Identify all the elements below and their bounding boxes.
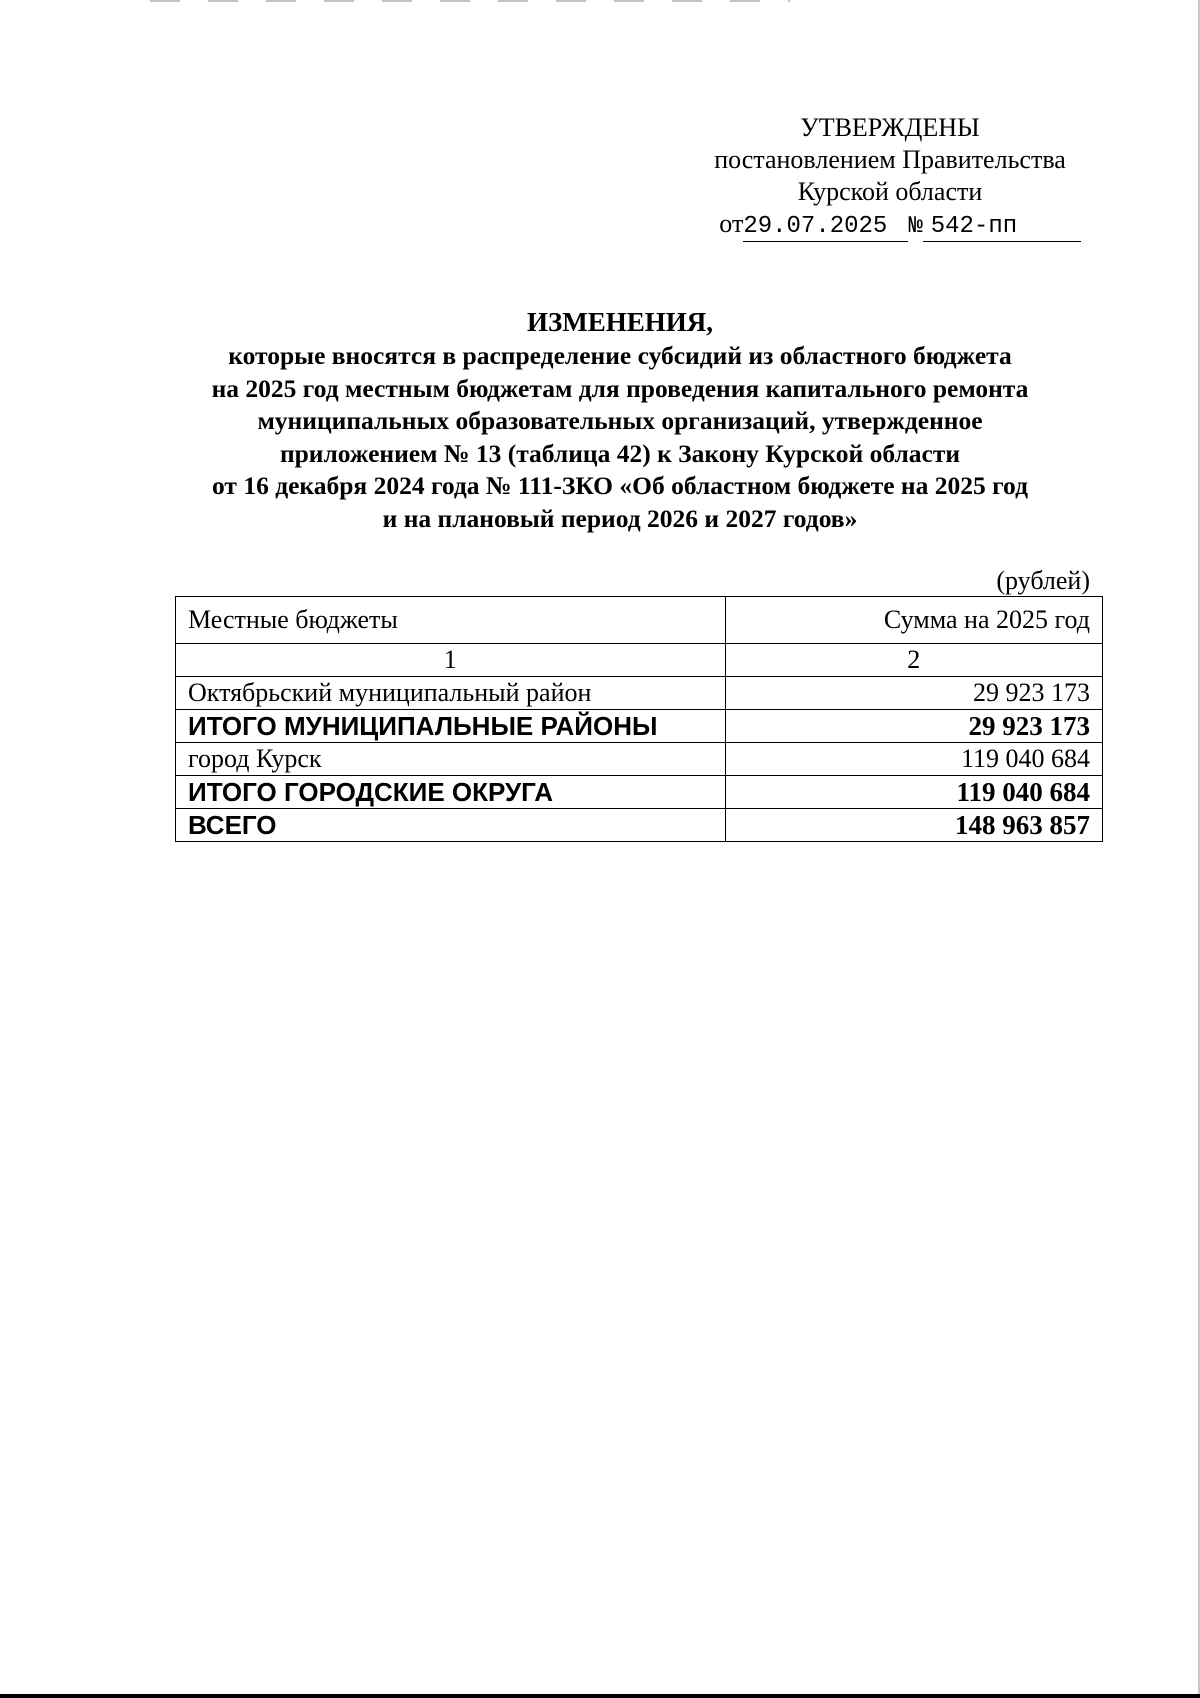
units-label: (рублей) bbox=[996, 566, 1090, 595]
approval-number: 542-пп bbox=[923, 213, 1081, 242]
date-prefix: от bbox=[719, 209, 744, 238]
header-amount-2025: Сумма на 2025 год bbox=[725, 597, 1102, 644]
document-title: ИЗМЕНЕНИЯ, bbox=[526, 307, 713, 337]
column-number-row bbox=[176, 644, 1103, 677]
budget-amount: 119 040 684 bbox=[725, 743, 1102, 776]
budget-name: ВСЕГО bbox=[176, 809, 726, 842]
approval-heading: УТВЕРЖДЕНЫ bbox=[800, 113, 980, 142]
budget-amount: 148 963 857 bbox=[725, 809, 1102, 842]
budget-name: город Курск bbox=[176, 743, 726, 776]
approval-date: 29.07.2025 bbox=[743, 213, 908, 242]
table-row-total bbox=[176, 809, 1103, 842]
approval-issuer: постановлением Правительства bbox=[714, 145, 1066, 174]
approval-stamp-block bbox=[690, 112, 1090, 243]
table-row-subtotal bbox=[176, 710, 1103, 743]
budget-name: Октябрьский муниципальный район bbox=[176, 677, 726, 710]
document-title-block bbox=[150, 304, 1090, 535]
budget-name: ИТОГО МУНИЦИПАЛЬНЫЕ РАЙОНЫ bbox=[176, 710, 726, 743]
scan-artifact-top bbox=[150, 0, 790, 2]
approval-date-line bbox=[719, 208, 1080, 243]
budget-name: ИТОГО ГОРОДСКИЕ ОКРУГА bbox=[176, 776, 726, 809]
table-row-subtotal bbox=[176, 776, 1103, 809]
scan-artifact-bottom bbox=[0, 1694, 1200, 1698]
budget-amount: 29 923 173 bbox=[725, 710, 1102, 743]
approval-region: Курской области bbox=[797, 177, 983, 206]
table-row bbox=[176, 743, 1103, 776]
budget-amount: 119 040 684 bbox=[725, 776, 1102, 809]
budget-amount: 29 923 173 bbox=[725, 677, 1102, 710]
column-number-1: 1 bbox=[176, 644, 726, 677]
table-header-row bbox=[176, 597, 1103, 644]
header-local-budgets: Местные бюджеты bbox=[176, 597, 726, 644]
table-row bbox=[176, 677, 1103, 710]
document-subtitle: которые вносятся в распределение субсидий из областного бюджета на 2025 год местным бюджетам для проведения капитального ремонта муниципальных образовательных организаций, утвержденное приложением № 13 (таблица 42) к Закону Курской области от 16 декабря 2024 года № 111-ЗКО «Об областном бюджете на 2025 год и на плановый период 2026 и 2027 годов» bbox=[211, 341, 1029, 533]
column-number-2: 2 bbox=[725, 644, 1102, 677]
number-prefix: № bbox=[908, 213, 923, 240]
budget-table bbox=[175, 596, 1103, 842]
